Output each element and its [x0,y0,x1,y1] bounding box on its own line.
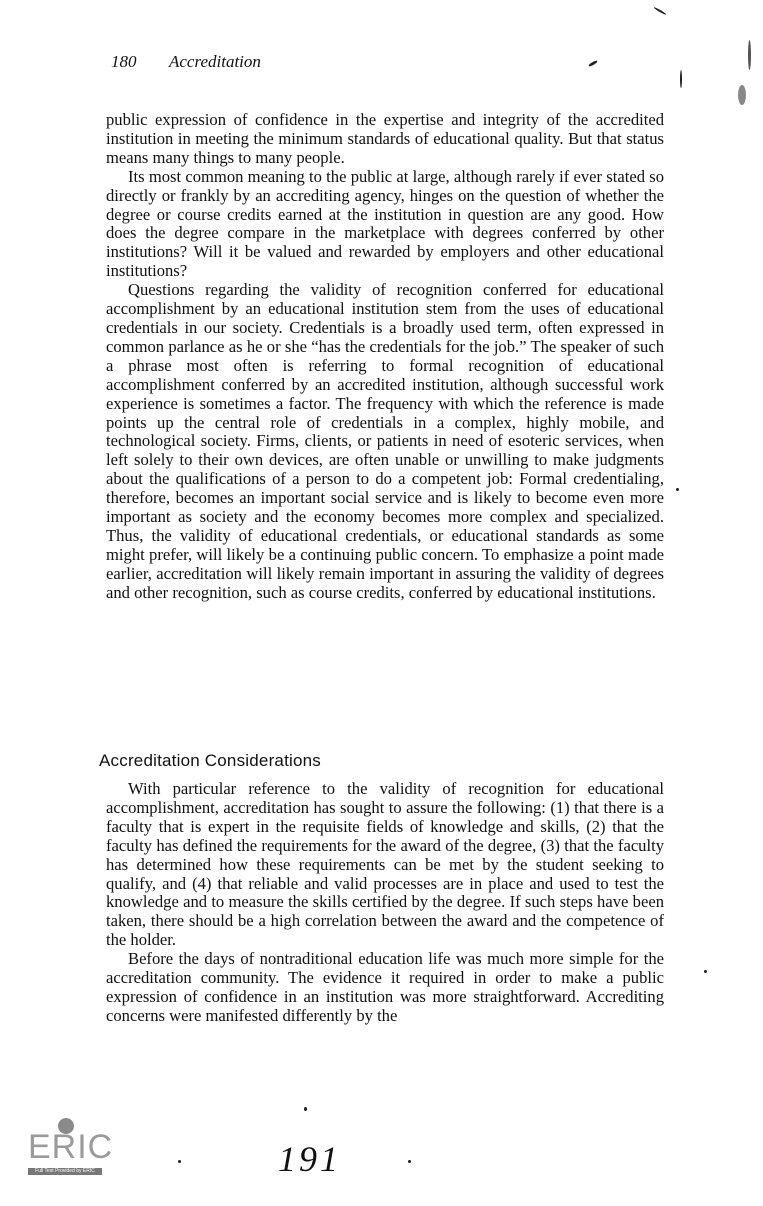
running-title: Accreditation [169,52,261,71]
section-heading: Accreditation Considerations [99,751,321,770]
logo-tagline: Full Text Provided by ERIC [28,1168,102,1175]
page-number: 180 [111,52,137,71]
footer-page-marker: 191 [278,1139,341,1179]
scan-speck [676,488,679,491]
scan-speck [653,7,666,16]
scan-speck [408,1160,411,1163]
logo-wordmark: ERIC [28,1128,114,1166]
paragraph: public expression of confidence in the expertise and integrity of the accredited institution in meeting the minimum standards of educational quality. But that status means many things to many people. [106,110,664,167]
running-header [111,52,261,72]
eric-logo [26,1118,114,1180]
scan-speck [588,60,598,68]
scan-speck [680,70,682,88]
scan-speck [178,1160,181,1163]
paragraph: Before the days of nontraditional education life was much more simple for the accreditation community. The evidence it required in order to make a public expression of confidence in an institution was more straightforward. Accrediting concerns were manifested differently by the [106,949,664,1025]
paragraph: Questions regarding the validity of recognition conferred for educational accomplishment by an educational institution stem from the uses of educational credentials in our society. Credentials is a broadly used term, often expressed in common parlance as he or she “has the credentials for the job.” The speaker of such a phrase most often is referring to formal recognition of educational accomplishment conferred by an accredited institution, although successful work experience is sometimes a factor. The frequency with which the reference is made points up the central role of credentials in a complex, highly mobile, and technological society. Firms, clients, or patients in need of esoteric services, when left solely to their own devices, are often unable or unwilling to make judgments about the qualifications of a person to do a competent job: Formal credentialing, therefore, becomes an important social service and is likely to become even more important as society and the economy becomes more complex and specialized. Thus, the validity of educational credentials, or educational standards as some might prefer, will likely be a continuing public concern. To emphasize a point made earlier, accreditation will likely remain important in assuring the validity of degrees and other recognition, such as course credits, conferred by educational institutions. [106,280,664,602]
body-text-bottom [106,780,664,1026]
scan-speck [704,970,707,973]
paragraph: Its most common meaning to the public at large, although rarely if ever stated so directly or frankly by an accrediting agency, hinges on the question of whether the degree or course credits earned at the institution in question are any good. How does the degree compare in the marketplace with degrees conferred by other institutions? Will it be valued and rewarded by employers and other educational institutions? [106,166,664,281]
scan-speck [748,40,751,70]
scan-speck [304,1107,307,1111]
scan-speck [738,85,746,105]
paragraph: With particular reference to the validity of recognition for educational accomplishment, accreditation has sought to assure the following: (1) that there is a faculty that is expert in the requisite fields of knowledge and skills, (2) that the faculty has defined the requirements for the award of the degree, (3) that the faculty has determined how these requirements can be met by the student seeking to qualify, and (4) that reliable and valid processes are in place and used to test the knowledge and to measure the skills certified by the degree. If such steps have been taken, there should be a high correlation between the award and the competence of the holder. [106,779,664,950]
body-text-top [106,111,664,603]
